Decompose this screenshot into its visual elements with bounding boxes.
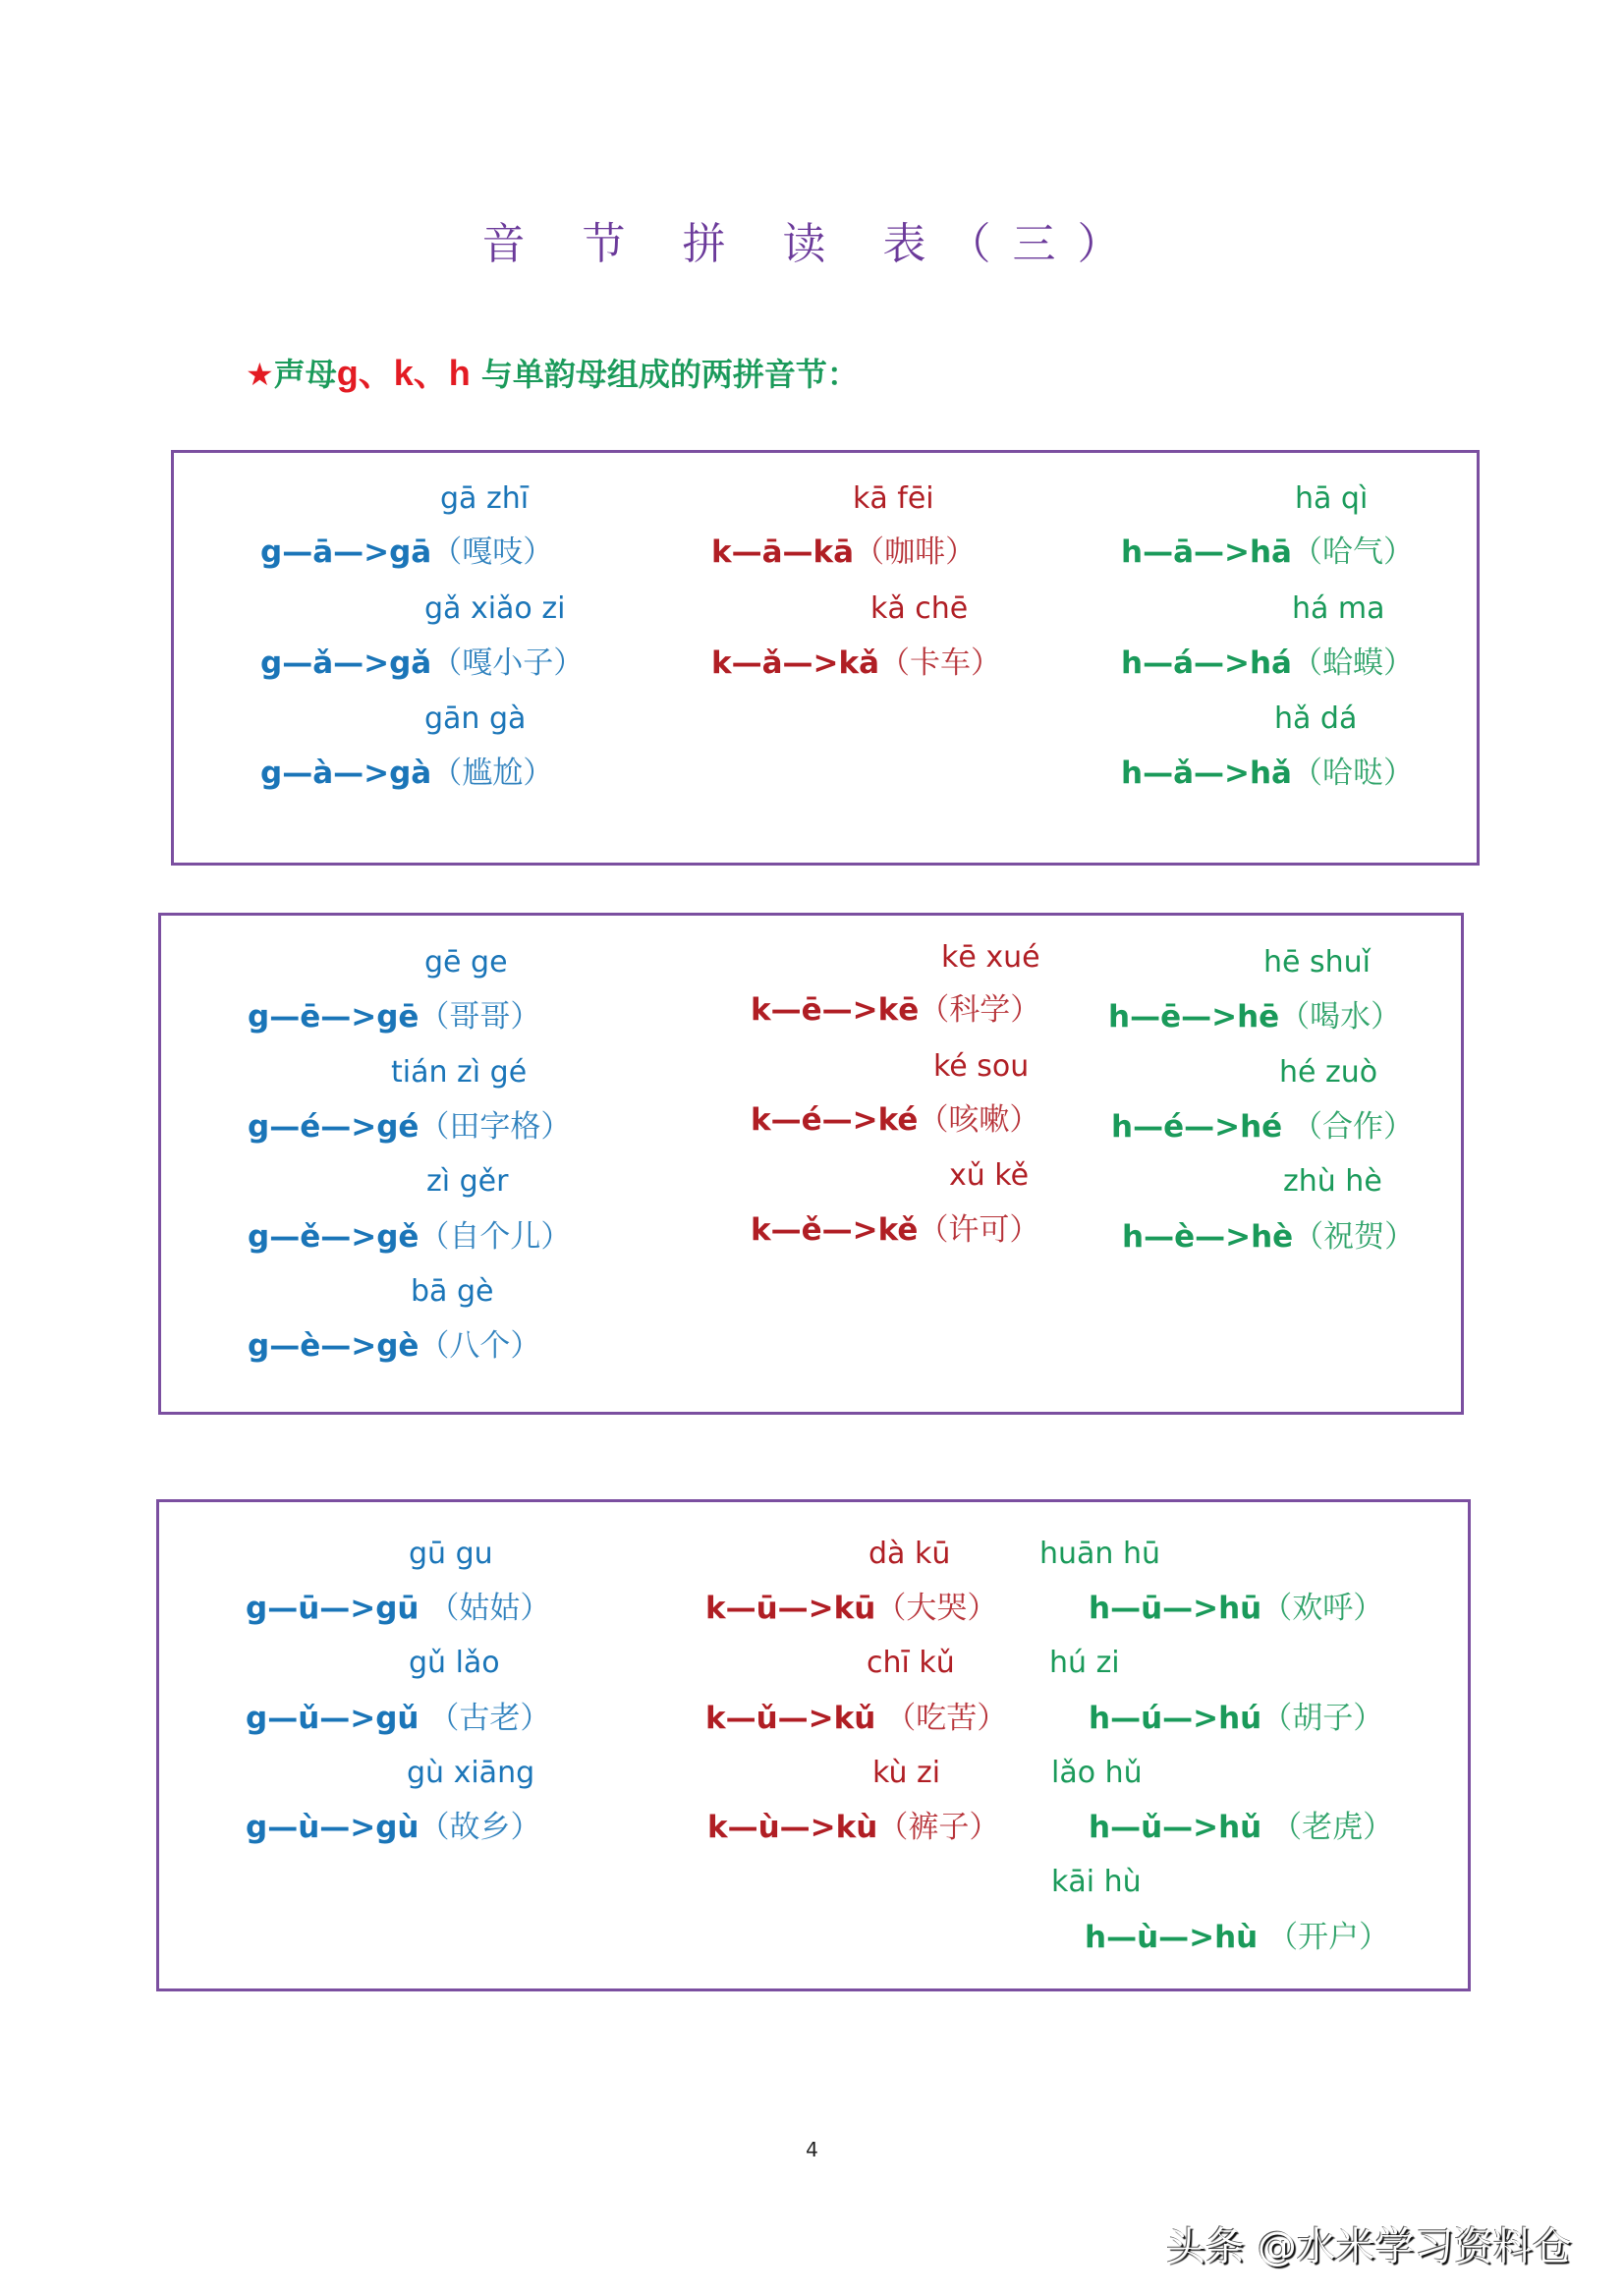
spelling-formula: h—é—>hé [1111,1109,1283,1145]
spelling-formula: h—ù—>hù [1085,1920,1259,1955]
syllable-row [1111,1107,1414,1147]
pinyin-label: hǎ dá [1274,701,1358,736]
syllable-row [1089,1589,1383,1628]
word: （姑姑） [419,1591,551,1626]
spelling-formula: g—ǎ—>gǎ [260,645,432,681]
word: （嘎吱） [431,534,554,570]
syllable-row [248,1326,540,1366]
syllable-row [248,1217,571,1257]
pinyin-label: gān gà [424,701,527,736]
spelling-formula: g—è—>gè [248,1328,420,1364]
page-title: 音 节 拼 读 表（三） [481,219,1143,269]
syllable-row [711,644,1001,683]
syllable-row [711,532,976,572]
spelling-formula: k—ě—>kě [751,1212,919,1248]
spelling-formula: g—ē—>gē [248,999,420,1035]
spelling-formula: g—é—>gé [248,1109,420,1145]
pinyin-label: hā qì [1295,481,1369,516]
pinyin-label: bā gè [411,1274,494,1309]
word: （哈哒） [1291,756,1414,791]
pinyin-label: huān hū [1039,1537,1160,1571]
pinyin-label: dà kū [868,1537,951,1571]
syllable-row [705,1589,997,1628]
pinyin-label: kù zi [872,1756,941,1790]
syllable-row [246,1589,550,1628]
syllable-row [248,997,540,1036]
pinyin-label: hé zuò [1279,1055,1378,1090]
pinyin-label: gǎ xiǎo zi [424,591,566,626]
spelling-formula: g—ā—>gā [260,534,432,570]
syllable-row [1085,1918,1389,1957]
syllable-row [246,1808,541,1847]
star-icon: ★ [246,356,274,393]
pinyin-label: hē shuǐ [1263,945,1371,980]
spelling-formula: k—ù—>kù [707,1810,878,1845]
pinyin-label: gǔ lǎo [409,1646,500,1680]
spelling-formula: g—ě—>gě [248,1219,420,1255]
spelling-formula: h—ē—>hē [1108,999,1280,1035]
spelling-formula: h—ú—>hú [1089,1701,1262,1736]
syllable-row [260,644,584,683]
word: （卡车） [879,645,1002,681]
word: （欢呼） [1261,1591,1384,1626]
spelling-formula: g—à—>gà [260,756,432,791]
word: （喝水） [1279,999,1402,1035]
word: （合作） [1282,1109,1415,1145]
spelling-formula: k—ǔ—>kǔ [705,1701,876,1736]
spelling-formula: k—é—>ké [751,1102,919,1138]
word: （祝贺） [1293,1219,1416,1255]
spelling-formula: k—ū—>kū [705,1591,876,1626]
pinyin-label: ké sou [933,1049,1030,1084]
spelling-formula: h—ū—>hū [1089,1591,1262,1626]
syllable-row [1122,1217,1415,1257]
pinyin-label: chī kǔ [867,1646,955,1680]
syllable-row [1121,644,1414,683]
word: （许可） [918,1212,1040,1248]
syllable-row [705,1699,1007,1738]
pinyin-label: há ma [1292,591,1385,626]
word: （大哭） [875,1591,998,1626]
syllable-row [1089,1699,1383,1738]
spelling-formula: g—ǔ—>gǔ [246,1701,420,1736]
syllable-row [260,754,553,793]
page-number: 4 [806,2138,818,2161]
syllable-row [248,1107,571,1147]
spelling-formula: k—ē—>kē [751,992,920,1028]
pinyin-label: kā fēi [853,481,934,516]
syllable-row [1089,1808,1393,1847]
pinyin-label: kǎ chē [870,591,969,626]
heading-prefix: 声母 [273,356,337,393]
spelling-formula: k—ā—kā [711,534,855,570]
word: （蛤蟆） [1291,645,1414,681]
word: （哥哥） [419,999,541,1035]
spelling-formula: k—ǎ—>kǎ [711,645,880,681]
spelling-formula: g—ū—>gū [246,1591,420,1626]
pinyin-label: gā zhī [440,481,530,516]
pinyin-label: kē xué [941,940,1040,975]
syllable-row [1108,997,1401,1036]
word: （故乡） [419,1810,541,1845]
heading-suffix: 与单韵母组成的两拼音节： [470,356,859,393]
syllable-row [1121,532,1414,572]
word: （裤子） [877,1810,1000,1845]
spelling-formula: h—ǔ—>hǔ [1089,1810,1262,1845]
syllable-row [246,1699,550,1738]
pinyin-label: lǎo hǔ [1051,1756,1143,1790]
section-heading [246,346,859,396]
spelling-formula: h—á—>há [1121,645,1292,681]
word: （哈气） [1291,534,1414,570]
pinyin-label: kāi hù [1051,1865,1142,1899]
spelling-formula: h—ǎ—>hǎ [1121,756,1292,791]
spelling-formula: g—ù—>gù [246,1810,420,1845]
pinyin-label: tián zì gé [391,1055,528,1090]
syllable-row [707,1808,999,1847]
word: （尴尬） [431,756,554,791]
word: （开户） [1258,1920,1390,1955]
word: （胡子） [1261,1701,1384,1736]
pinyin-label: gū gu [409,1537,493,1571]
word: （科学） [919,992,1041,1028]
word: （自个儿） [419,1219,572,1255]
syllable-row [1121,754,1414,793]
pinyin-label: zhù hè [1283,1164,1382,1199]
word: （咳嗽） [918,1102,1040,1138]
heading-initials: g、k、h [336,353,471,393]
pinyin-label: gē ge [424,945,508,980]
spelling-formula: h—ā—>hā [1121,534,1292,570]
word: （田字格） [419,1109,572,1145]
word: （八个） [419,1328,541,1364]
pinyin-label: gù xiāng [407,1756,535,1790]
word: （咖啡） [854,534,977,570]
word: （嘎小子） [431,645,585,681]
word: （老虎） [1261,1810,1394,1845]
syllable-row [751,1100,1039,1140]
word: （吃苦） [875,1701,1008,1736]
pinyin-label: hú zi [1049,1646,1120,1680]
syllable-row [751,1210,1039,1250]
syllable-row [751,990,1040,1030]
word: （古老） [419,1701,551,1736]
pinyin-label: zì gěr [426,1164,509,1199]
syllable-row [260,532,553,572]
pinyin-label: xǔ kě [949,1158,1030,1193]
spelling-formula: h—è—>hè [1122,1219,1294,1255]
watermark: 头条 @水米学习资料仓 [1166,2224,1572,2269]
